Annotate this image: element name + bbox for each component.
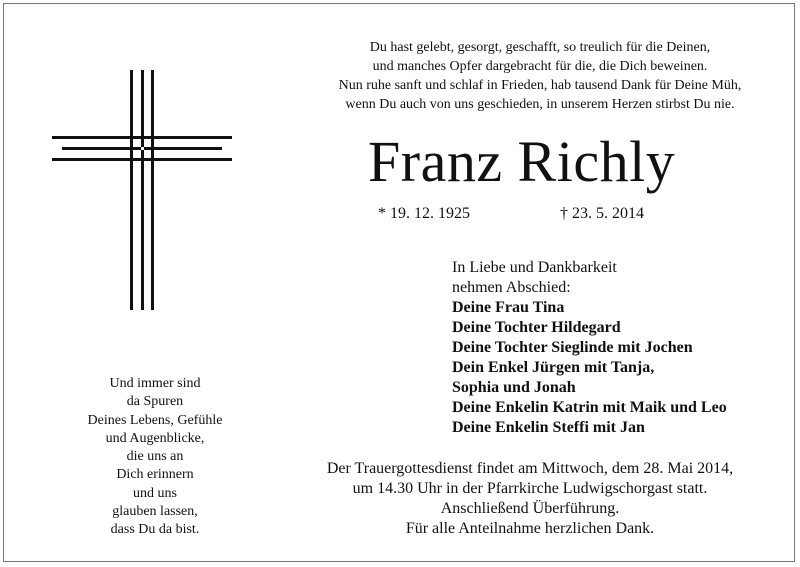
- verse-left-line: die uns an: [126, 449, 184, 465]
- service-notice: [270, 459, 790, 539]
- mourner-line: Deine Tochter Sieglinde mit Jochen: [452, 339, 693, 356]
- service-line: um 14.30 Uhr in der Pfarrkirche Ludwigschorgast statt.: [352, 480, 708, 497]
- verse-top-line: und manches Opfer dargebracht für die, die Dich beweinen.: [372, 59, 708, 74]
- mourner-line: Deine Tochter Hildegard: [452, 319, 621, 336]
- verse-top-line: Nun ruhe sanft und schlaf in Frieden, hab tausend Dank für Deine Müh,: [338, 78, 742, 93]
- mourner-line: Dein Enkel Jürgen mit Tanja,: [452, 359, 655, 376]
- verse-left-line: Dich erinnern: [116, 467, 194, 483]
- verse-left-line: und uns: [133, 485, 177, 501]
- verse-left-line: Und immer sind: [109, 376, 201, 391]
- verse-left: [60, 375, 250, 540]
- mourners-block: [452, 258, 792, 438]
- service-line: Für alle Anteilnahme herzlichen Dank.: [405, 520, 655, 537]
- verse-left-line: Deines Lebens, Gefühle: [87, 412, 223, 428]
- service-line: Der Trauergottesdienst findet am Mittwoch, dem 28. Mai 2014,: [326, 460, 734, 477]
- verse-top: [290, 38, 790, 114]
- verse-left-line: dass Du da bist.: [110, 522, 200, 538]
- birth-date: * 19. 12. 1925: [378, 205, 470, 222]
- verse-top-line: wenn Du auch von uns geschieden, in unserem Herzen stirbst Du nie.: [345, 97, 735, 112]
- verse-left-line: da Spuren: [126, 394, 184, 410]
- death-date: † 23. 5. 2014: [560, 205, 644, 222]
- mourner-line: Deine Enkelin Steffi mit Jan: [452, 419, 645, 436]
- deceased-name: Franz Richly: [368, 129, 676, 194]
- mourner-line: Deine Enkelin Katrin mit Maik und Leo: [452, 399, 727, 416]
- mourner-line: Sophia und Jonah: [452, 379, 576, 396]
- farewell-intro-line: nehmen Abschied:: [452, 279, 571, 296]
- farewell-intro-line: In Liebe und Dankbarkeit: [452, 259, 617, 276]
- cross-icon: [52, 70, 232, 390]
- verse-left-line: und Augenblicke,: [105, 430, 205, 446]
- verse-top-line: Du hast gelebt, gesorgt, geschafft, so treulich für die Deinen,: [369, 40, 711, 55]
- mourner-line: Deine Frau Tina: [452, 299, 565, 316]
- service-line: Anschließend Überführung.: [440, 500, 620, 517]
- verse-left-line: glauben lassen,: [112, 504, 198, 520]
